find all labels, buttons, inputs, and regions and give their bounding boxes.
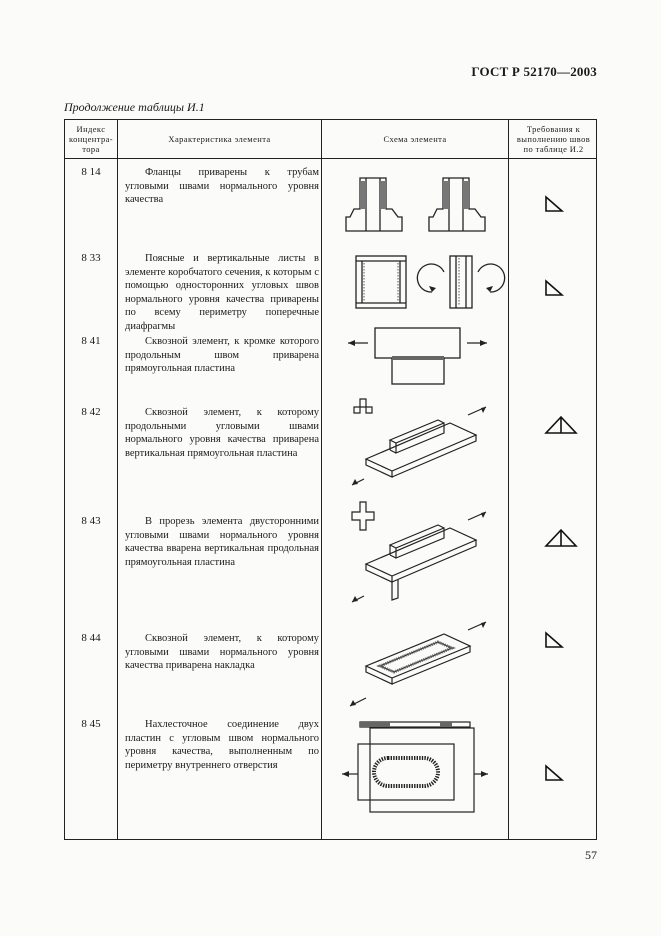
flange-weld-scheme <box>340 175 490 235</box>
right-triangle-icon <box>545 196 563 212</box>
row-description: Сквозной элемент, к кромке которого продольным швом приварена прямоугольная пластина <box>125 336 319 375</box>
row-description: Поясные и вертикальные листы в элементе коробчатого сечения, к которым с помощью односторонних угловых швов нормального уровня качества приварены по всему периметру поперечные диафрагмы <box>125 253 319 332</box>
row-index: 8 41 <box>81 335 101 347</box>
isosceles-triangle-icon <box>545 529 577 547</box>
cross-plate-scheme <box>340 498 490 608</box>
row-description: Сквозной элемент, к которому продольными угловыми швами нормального уровня качества приварена вертикальная прямоугольная пластина <box>125 407 319 459</box>
row-index: 8 14 <box>81 166 101 178</box>
row-index: 8 45 <box>81 718 101 730</box>
edge-plate-scheme <box>340 324 490 386</box>
column-header-scheme: Схема элемента <box>383 134 447 144</box>
box-section-scheme <box>340 252 490 312</box>
tee-plate-scheme <box>340 393 490 493</box>
isosceles-triangle-icon <box>545 416 577 434</box>
row-index: 8 42 <box>81 406 101 418</box>
right-triangle-icon <box>545 280 563 296</box>
lap-joint-scheme <box>340 718 490 818</box>
page-number: 57 <box>585 848 597 862</box>
column-header-requirements: Требования к выполнению швов по таблице И.2 <box>516 124 591 154</box>
column-header-index: Индекс концентра- тора <box>68 124 114 154</box>
standard-code: ГОСТ Р 52170—2003 <box>471 64 597 79</box>
right-triangle-icon <box>545 765 563 781</box>
row-description: Фланцы приварены к трубам угловыми швами нормального уровня качества <box>125 167 319 206</box>
table-caption: Продолжение таблицы И.1 <box>64 100 205 114</box>
row-index: 8 33 <box>81 252 101 264</box>
row-index: 8 43 <box>81 515 101 527</box>
row-description: Сквозной элемент, к которому угловыми швами нормального уровня качества приварена накладка <box>125 633 319 672</box>
row-index: 8 44 <box>81 632 101 644</box>
row-description: В прорезь элемента двусторонними угловыми швами нормального уровня качества вварена вертикальная продольная прямоугольная пластина <box>125 516 319 568</box>
column-header-characteristic: Характеристика элемента <box>168 134 271 144</box>
row-description: Нахлесточное соединение двух пластин с угловым швом нормального уровня качества, выполненным по периметру внутреннего отверстия <box>125 719 319 771</box>
concentrator-table <box>64 119 597 840</box>
right-triangle-icon <box>545 632 563 648</box>
cover-plate-scheme <box>340 610 490 710</box>
